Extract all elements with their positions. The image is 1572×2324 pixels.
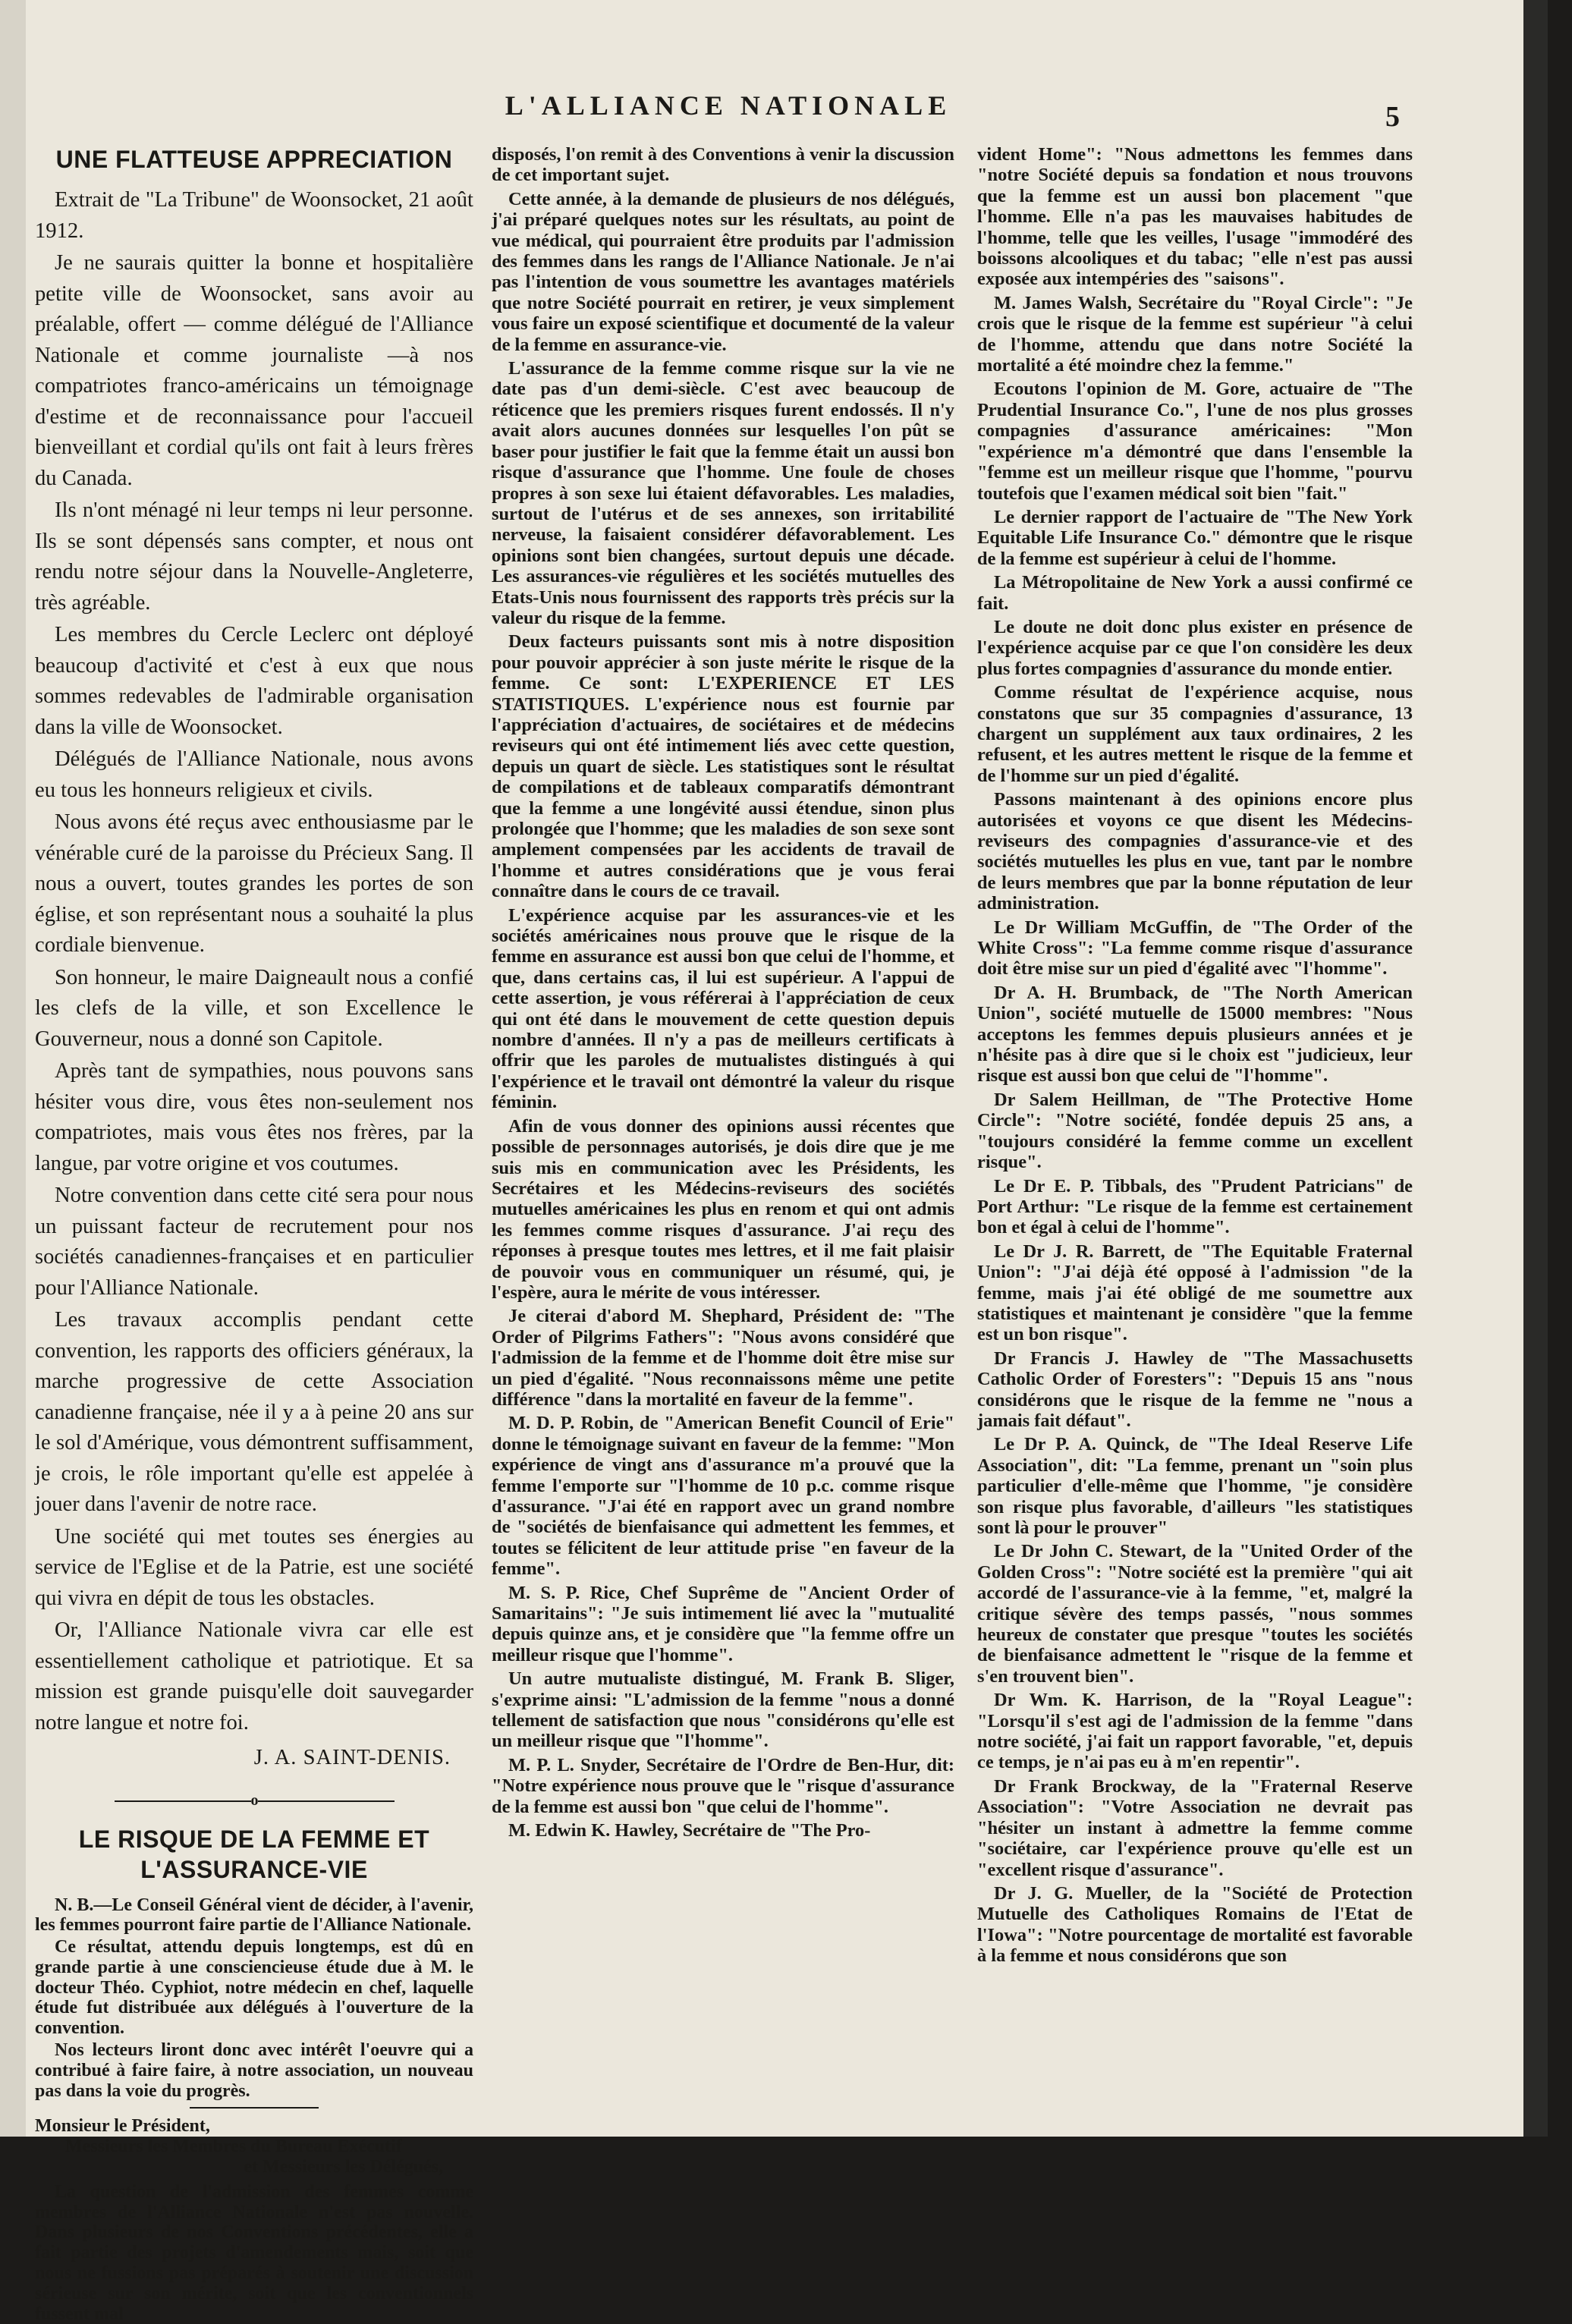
paragraph: Une société qui met toutes ses énergies au service de l'Eglise et de la Patrie, est une société qui vivra en dépit de tous les obstacles. — [35, 1522, 473, 1615]
paragraph: M. S. P. Rice, Chef Suprême de "Ancient Order of Samaritains": "Je suis intimement lié avec la "mutualité depuis quinze ans, et je considère que "la femme offre un meilleur risque que l'homme". — [492, 1583, 954, 1666]
right-page-edge — [1523, 0, 1548, 2137]
paragraph: La question de l'admission des femmes comme membres de l'Alliance Nationale n'est pas nouvelle. Dans plusieurs de nos Conventions précédentes, elle a fait partie des projets d'amendements mais, soit que nous ne fussions pas préparés à soutenir une discussion sérieuse sur son mérite, soit que les conventionnels fussent mal — [35, 2182, 473, 2324]
paragraph: Comme résultat de l'expérience acquise, nous constatons que sur 35 compagnies d'assurance, 13 chargent un supplément aux taux ordinaires, 2 les refusent, et les autres mettent le risque de la femme et de l'homme sur un pied d'égalité. — [977, 682, 1413, 786]
paragraph: Ils n'ont ménagé ni leur temps ni leur personne. Ils se sont dépensés sans compter, et nous ont rendu notre séjour dans la Nouvelle-Angleterre, très agréable. — [35, 495, 473, 618]
paragraph: Le Dr John C. Stewart, de la "United Order of the Golden Cross": "Notre société est la première "qui ait accordé de l'assurance-vie à la femme, "et, malgré la critique sévère des temps passés, "nous sommes heureux de constater que presque "toutes les sociétés de bienfaisance admettent le "risque de la femme et s'en trouvent bien". — [977, 1541, 1413, 1687]
running-head-title: L'ALLIANCE NATIONALE — [455, 90, 1001, 121]
paragraph: Cette année, à la demande de plusieurs de nos délégués, j'ai préparé quelques notes sur les résultats, au point de vue médical, qui pourraient être produits par l'admission des femmes dans les rangs de l'Alliance Nationale. Je n'ai pas l'intention de vous soumettre les avantages matériels que notre Société pourrait en retirer, je veux simplement vous faire un exposé scientifique et documenté de la valeur de la femme en assurance-vie. — [492, 189, 954, 355]
author-signature: J. A. SAINT-DENIS. — [35, 1743, 473, 1774]
paragraph: Dr Francis J. Hawley de "The Massachusetts Catholic Order of Foresters": "Depuis 15 ans "nous considérons que le risque de la femme ne "nous a jamais fait défaut". — [977, 1348, 1413, 1432]
paragraph: M. P. L. Snyder, Secrétaire de l'Ordre de Ben-Hur, dit: "Notre expérience nous prouve que le "risque d'assurance de la femme est aussi bon "que celui de l'homme". — [492, 1755, 954, 1817]
paragraph: Extrait de "La Tribune" de Woonsocket, 21 août 1912. — [35, 185, 473, 247]
divider-ornament: o — [251, 1792, 258, 1809]
paragraph: La Métropolitaine de New York a aussi confirmé ce fait. — [977, 572, 1413, 614]
article-heading-appreciation: UNE FLATTEUSE APPRECIATION — [35, 144, 473, 175]
article-heading-risque: LE RISQUE DE LA FEMME ET L'ASSURANCE-VIE — [35, 1824, 473, 1885]
paragraph: Dr Frank Brockway, de la "Fraternal Reserve Association": "Votre Association ne devrait pas "hésiter un instant à admettre la femme comme "sociétaire, car l'expérience prouve qu'elle est un "excellent risque d'assurance". — [977, 1776, 1413, 1880]
paragraph: Le Dr J. R. Barrett, de "The Equitable Fraternal Union": "J'ai déjà été opposé à l'admission "de la femme, mais j'ai été obligé de me soumettre aux statistiques et maintenant je considère "que la femme est un bon risque". — [977, 1241, 1413, 1345]
paragraph: L'assurance de la femme comme risque sur la vie ne date pas d'un demi-siècle. C'est avec beaucoup de réticence que les premiers risques furent endossés. Il n'y avait alors aucunes données sur lesquelles l'on pût se baser pour justifier le fait que la femme était un aussi bon risque d'assurance que l'homme. Une foule de choses propres à son sexe lui étaient défavorables. Les maladies, surtout de l'utérus et de ses annexes, son irritabilité nerveuse, la faisaient considérer défavorablement. Les opinions sont bien changées, surtout depuis une décade. Les assurances-vie régulières et les sociétés mutuelles des Etats-Unis nous fournissent des rapports très précis sur la valeur du risque de la femme. — [492, 358, 954, 628]
paragraph: Passons maintenant à des opinions encore plus autorisées et voyons ce que disent les Médecins-reviseurs des compagnies d'assurance-vie et des sociétés mutuelles les plus en vue, tant par le nombre de leurs membres que par la bonne réputation de leur administration. — [977, 789, 1413, 914]
paragraph: Le doute ne doit donc plus exister en présence de l'expérience acquise par ce que l'on considère les deux plus fortes compagnies d'assurance du monde entier. — [977, 617, 1413, 679]
paragraph: Afin de vous donner des opinions aussi récentes que possible de personnages autorisés, je dois dire que je me suis mis en communication avec les Présidents, les Secrétaires et les Médecins-reviseurs des sociétés mutuelles américaines les plus en renom et qui ont admis les femmes comme risques d'assurance. J'ai reçu des réponses à presque toutes mes lettres, et il me fait plaisir de pouvoir vous en communiquer un résumé, qui, je l'espère, aura le mérite de vous intéresser. — [492, 1116, 954, 1304]
note-paragraph: Nos lecteurs liront donc avec intérêt l'oeuvre qui a contribué à faire faire, à notre association, un nouveau pas dans la voie du progrès. — [35, 2040, 473, 2101]
paragraph: Son honneur, le maire Daigneault nous a confié les clefs de la ville, et son Excellence le Gouverneur, nous a donné son Capitole. — [35, 963, 473, 1055]
paragraph: Or, l'Alliance Nationale vivra car elle est essentiellement catholique et patriotique. Et sa mission est grande puisqu'elle doit sauvegarder notre langue et notre foi. — [35, 1615, 473, 1738]
paragraph: M. D. P. Robin, de "American Benefit Council of Erie" donne le témoignage suivant en faveur de la femme: "Mon expérience de vingt ans d'assurance m'a prouvé que la femme l'emporte sur "l'homme de 10 p.c. comme risque d'assurance. "J'ai été en rapport avec un grand nombre de "sociétés de bienfaisance qui admettent les femmes, et toutes se félicitent de leur attitude prise "en faveur de la femme". — [492, 1413, 954, 1579]
salutation-line: et Messieurs les Délégués, — [35, 2157, 473, 2178]
paragraph: vident Home": "Nous admettons les femmes dans "notre Société depuis sa fondation et nous trouvons que la femme est un aussi bon placement "que l'homme. Elle n'a pas les mauvaises habitudes de l'homme, telle que les veilles, l'usage "immodéré des boissons alcooliques et du tabac; "elle n'est pas aussi exposée aux intempéries des "saisons". — [977, 144, 1413, 290]
paragraph: disposés, l'on remit à des Conventions à venir la discussion de cet important sujet. — [492, 144, 954, 186]
paragraph: Ecoutons l'opinion de M. Gore, actuaire de "The Prudential Insurance Co.", l'une de nos plus grosses compagnies d'assurance américaines: "Mon "expérience m'a démontré que dans l'ensemble la "femme est un meilleur risque que l'homme, "pourvu toutefois que l'examen médical soit bien "fait." — [977, 379, 1413, 503]
paragraph: Je citerai d'abord M. Shephard, Président de: "The Order of Pilgrims Fathers": "Nous avons considéré que l'admission de la femme et de l'homme doit être mise sur un pied d'égalité. "Nous reconnaissons même une petite différence "dans la mortalité en faveur de la femme". — [492, 1306, 954, 1410]
column-3 — [977, 144, 1413, 2109]
paragraph: Le Dr William McGuffin, de "The Order of the White Cross": "La femme comme risque d'assurance doit être mise sur un pied d'égalité avec "l'homme". — [977, 917, 1413, 980]
left-binding-margin — [0, 0, 26, 2137]
paragraph: Nous avons été reçus avec enthousiasme par le vénérable curé de la paroisse du Précieux Sang. Il nous a ouvert, toutes grandes les portes de son église, et son représentant nous a souhaité la plus cordiale bienvenue. — [35, 807, 473, 961]
salutation-line: Monsieur le Président, — [35, 2116, 473, 2137]
section-divider — [35, 1791, 473, 1810]
paragraph: Un autre mutualiste distingué, M. Frank B. Sliger, s'exprime ainsi: "L'admission de la femme "nous a donné tellement de satisfaction que nous "considérons qu'elle est un meilleur risque que "l'homme". — [492, 1668, 954, 1752]
salutation-line: Messieurs les Membres du Bureau Exécutif — [35, 2137, 473, 2157]
paragraph: L'expérience acquise par les assurances-vie et les sociétés américaines nous prouve que le risque de la femme en assurance est aussi bon que celui de l'homme, et que, dans certains cas, il lui est supérieur. A l'appui de cette assertion, je vous référerai à l'appréciation de ceux qui ont été dans le mouvement de cette question depuis nombre d'années. Il n'y a pas de meilleurs certificats à offrir que les paroles de mutualistes distingués à qui l'expérience et le travail ont démontré la valeur du risque féminin. — [492, 905, 954, 1113]
paragraph: Dr Wm. K. Harrison, de la "Royal League": "Lorsqu'il s'est agi de l'admission de la femme "dans notre société, j'ai fait un rapport favorable, "et, depuis ce temps, je n'ai pas eu à m'en repentir". — [977, 1690, 1413, 1773]
paragraph: Les travaux accomplis pendant cette convention, les rapports des officiers généraux, la marche progressive de cette Association canadienne française, née il y a à peine 20 ans sur le sol d'Amérique, vous démontrent suffisamment, je crois, le rôle important qu'elle est appelée à jouer dans l'avenir de notre race. — [35, 1305, 473, 1521]
paragraph: M. James Walsh, Secrétaire du "Royal Circle": "Je crois que le risque de la femme est supérieur "à celui de l'homme, attendu que dans notre Société la mortalité a été moindre chez la femme." — [977, 293, 1413, 376]
note-divider — [190, 2107, 319, 2109]
paragraph: Les membres du Cercle Leclerc ont déployé beaucoup d'activité et c'est à eux que nous sommes redevables de l'admirable organisation dans la ville de Woonsocket. — [35, 620, 473, 743]
note-paragraph: Ce résultat, attendu depuis longtemps, est dû en grande partie à une consciencieuse étude due à M. le docteur Théo. Cyphiot, notre médecin en chef, laquelle étude fut distribuée aux délégués à l'ouverture de la convention. — [35, 1937, 473, 2039]
paragraph: Dr A. H. Brumback, de "The North American Union", société mutuelle de 15000 membres: "Nous acceptons les femmes depuis plusieurs années et je n'hésite pas à dire que si le choix est "judicieux, leur risque est aussi bon que celui de "l'homme". — [977, 983, 1413, 1087]
paragraph: Notre convention dans cette cité sera pour nous un puissant facteur de recrutement pour nos sociétés canadiennes-françaises et en particulier pour l'Alliance Nationale. — [35, 1181, 473, 1304]
paragraph: Dr Salem Heillman, de "The Protective Home Circle": "Notre société, fondée depuis 25 ans, a "toujours considéré la femme comme un excellent risque". — [977, 1090, 1413, 1173]
column-1 — [35, 144, 473, 2109]
paragraph: Je ne saurais quitter la bonne et hospitalière petite ville de Woonsocket, sans avoir au préalable, offert — comme délégué de l'Alliance Nationale et comme journaliste —à nos compatriotes franco-américains un témoignage d'estime et de reconnaissance pour l'accueil bienveillant et cordial qu'ils ont fait à leurs frères du Canada. — [35, 248, 473, 494]
paragraph: Deux facteurs puissants sont mis à notre disposition pour pouvoir apprécier à son juste mérite le risque de la femme. Ce sont: L'EXPERIENCE ET LES STATISTIQUES. L'expérience nous est fournie par l'appréciation d'actuaires, de sociétaires et de médecins reviseurs qui ont été intimement liés avec cette question, depuis un quart de siècle. Les statistiques sont le résultat de compilations et de tableaux comparatifs démontrant que la femme a une longévité aussi étendue, sinon plus prolongée que l'homme; que les maladies de son sexe sont amplement compensées par les accidents de travail de l'homme et autres considérations que je vous ferai connaître dans le cours de ce travail. — [492, 631, 954, 901]
paragraph: M. Edwin K. Hawley, Secrétaire de "The Pro- — [492, 1820, 954, 1841]
note-paragraph: N. B.—Le Conseil Général vient de décider, à l'avenir, les femmes pourront faire partie de l'Alliance Nationale. — [35, 1895, 473, 1936]
column-2 — [492, 144, 954, 2109]
paragraph: Le Dr E. P. Tibbals, des "Prudent Patricians" de Port Arthur: "Le risque de la femme est certainement bon et égal à celui de l'homme". — [977, 1176, 1413, 1238]
paragraph: Délégués de l'Alliance Nationale, nous avons eu tous les honneurs religieux et civils. — [35, 744, 473, 806]
paragraph: Dr J. G. Mueller, de la "Société de Protection Mutuelle des Catholiques Romains de l'Etat de l'Iowa": "Notre pourcentage de mortalité est favorable à la femme et nous considérons que son — [977, 1883, 1413, 1967]
page-number: 5 — [1385, 100, 1400, 134]
paragraph: Le Dr P. A. Quinck, de "The Ideal Reserve Life Association", dit: "La femme, prenant un "soin plus particulier d'elle-même que l'homme, "je considère son risque plus favorable, d'ailleurs "les statistiques sont là pour le prouver" — [977, 1434, 1413, 1538]
paragraph: Le dernier rapport de l'actuaire de "The New York Equitable Life Insurance Co." démontre que le risque de la femme est supérieur à celui de l'homme. — [977, 507, 1413, 569]
paragraph: Après tant de sympathies, nous pouvons sans hésiter vous dire, vous êtes non-seulement nos compatriotes, mais vous êtes nos frères, par la langue, par votre origine et vos coutumes. — [35, 1056, 473, 1179]
editor-note — [35, 1895, 473, 2324]
